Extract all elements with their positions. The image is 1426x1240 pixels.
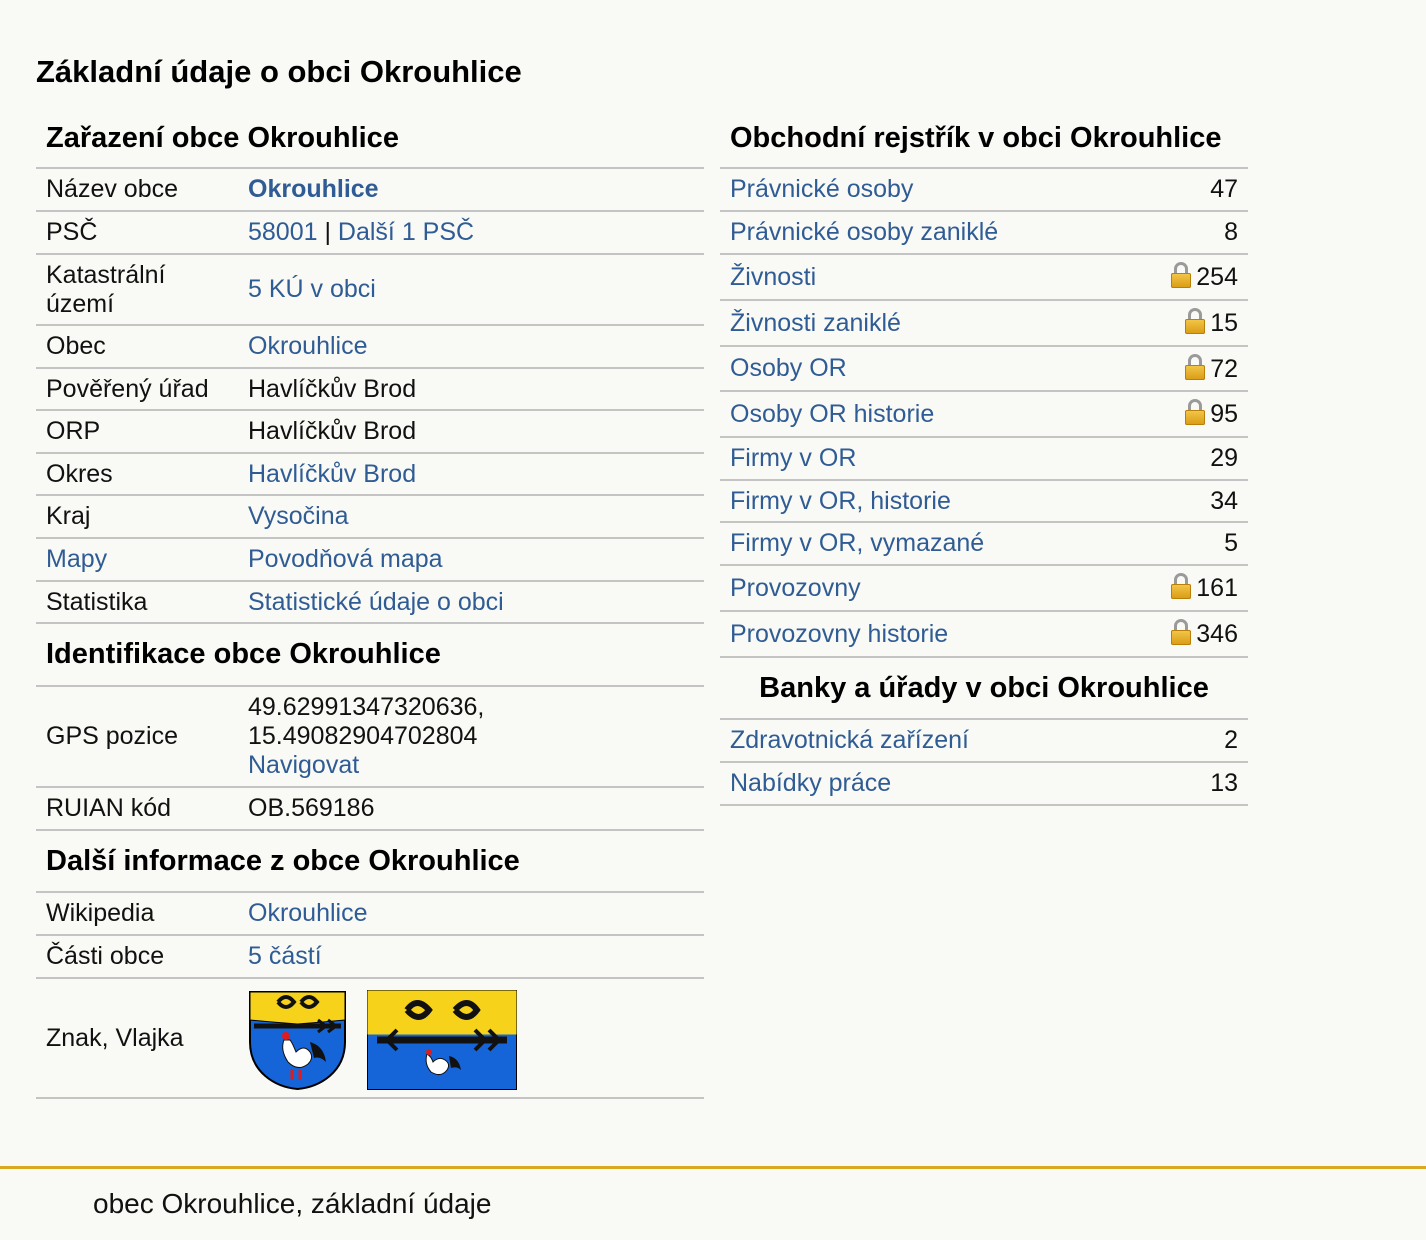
lock-icon: [1185, 308, 1205, 334]
row-count: 346: [1196, 620, 1238, 648]
lock-icon: [1171, 619, 1191, 645]
firmy-v-or-historie-link[interactable]: Firmy v OR, historie: [730, 486, 951, 515]
table-row: [36, 538, 704, 581]
table-row: [36, 581, 704, 623]
kraj-link[interactable]: Vysočina: [248, 502, 349, 530]
table-row: [36, 495, 704, 538]
table-row: [720, 480, 1248, 522]
row-label: ORP: [36, 410, 238, 453]
row-label: Obec: [36, 325, 238, 368]
table-row: [720, 762, 1248, 805]
table-row: [720, 211, 1248, 254]
povodnova-mapa-link[interactable]: Povodňová mapa: [248, 545, 443, 573]
dalsi-table: [36, 893, 704, 1099]
flag-icon[interactable]: [367, 990, 517, 1090]
wikipedia-link[interactable]: Okrouhlice: [248, 899, 368, 927]
footer-text: obec Okrouhlice, základní údaje: [93, 1188, 492, 1219]
footer-divider: [0, 1166, 1426, 1169]
table-row: [720, 565, 1248, 611]
ruian-value: OB.569186: [238, 787, 704, 830]
psc-link[interactable]: 58001: [248, 218, 318, 246]
casti-label: Části obce: [36, 935, 238, 978]
table-row: [36, 893, 704, 935]
provozovny-historie-link[interactable]: Provozovny historie: [730, 619, 949, 648]
row-count: 5: [1126, 522, 1248, 565]
table-row: [720, 611, 1248, 657]
ruian-label: RUIAN kód: [36, 787, 238, 830]
right-column: [720, 110, 1248, 806]
table-row: [36, 410, 704, 453]
zdravotnicka-zarizeni-link[interactable]: Zdravotnická zařízení: [730, 726, 969, 754]
page-title: Základní údaje o obci Okrouhlice: [36, 54, 522, 89]
navigovat-link[interactable]: Navigovat: [248, 751, 360, 779]
table-row: [36, 787, 704, 830]
table-row: [720, 391, 1248, 437]
table-row: [720, 437, 1248, 480]
row-count: 29: [1126, 437, 1248, 480]
gps-longitude: 15.49082904702804: [248, 722, 478, 750]
table-row: [36, 687, 704, 787]
orp-value: Havlíčkův Brod: [238, 410, 704, 453]
table-row: [36, 935, 704, 978]
table-row: [36, 453, 704, 495]
zivnosti-zanikle-link[interactable]: Živnosti zaniklé: [730, 308, 901, 337]
lock-icon: [1185, 354, 1205, 380]
psc-separator: |: [317, 218, 338, 246]
row-count: 15: [1210, 309, 1238, 337]
obchodni-heading: Obchodní rejstřík v obci Okrouhlice: [720, 110, 1248, 169]
nabidky-prace-link[interactable]: Nabídky práce: [730, 769, 892, 797]
left-column: [36, 110, 704, 1099]
firmy-v-or-vymazane-link[interactable]: Firmy v OR, vymazané: [730, 529, 985, 557]
row-count: 95: [1210, 400, 1238, 428]
table-row: [720, 346, 1248, 391]
lock-icon: [1185, 399, 1205, 425]
obchodni-table: [720, 169, 1248, 658]
table-row: [720, 169, 1248, 211]
obec-link[interactable]: Okrouhlice: [248, 332, 368, 360]
zarazeni-table: [36, 169, 704, 624]
row-label: Okres: [36, 453, 238, 495]
banky-heading: Banky a úřady v obci Okrouhlice: [720, 658, 1248, 720]
row-count: 254: [1196, 263, 1238, 291]
osoby-or-link[interactable]: Osoby OR: [730, 354, 847, 382]
table-row: [720, 254, 1248, 300]
row-label: Statistika: [36, 581, 238, 623]
row-count: 72: [1210, 354, 1238, 383]
table-row: [720, 522, 1248, 565]
zivnosti-link[interactable]: Živnosti: [730, 262, 817, 291]
row-count: 8: [1126, 211, 1248, 254]
wiki-label: Wikipedia: [36, 893, 238, 935]
row-label: Název obce: [36, 169, 238, 211]
banky-table: [720, 720, 1248, 806]
table-row: [36, 169, 704, 211]
casti-obce-link[interactable]: 5 částí: [248, 942, 322, 970]
dalsi-heading: Další informace z obce Okrouhlice: [36, 831, 704, 893]
gps-latitude: 49.62991347320636,: [248, 693, 485, 721]
row-count: 161: [1196, 574, 1238, 602]
statistika-link[interactable]: Statistické údaje o obci: [248, 587, 504, 616]
dalsi-psc-link[interactable]: Další 1 PSČ: [337, 218, 475, 246]
row-count: 2: [1166, 720, 1248, 762]
table-row: [36, 254, 704, 325]
obec-name-link[interactable]: Okrouhlice: [248, 175, 379, 203]
row-count: 34: [1126, 480, 1248, 522]
table-row: [36, 978, 704, 1098]
row-label: Kraj: [36, 495, 238, 538]
katastralni-uzemi-link[interactable]: 5 KÚ v obci: [248, 275, 376, 303]
row-label: Pověřený úřad: [36, 368, 238, 410]
lock-icon: [1171, 573, 1191, 599]
povereny-urad-value: Havlíčkův Brod: [238, 368, 704, 410]
row-label: Katastrální území: [36, 254, 238, 325]
row-count: 47: [1126, 169, 1248, 211]
mapy-link[interactable]: Mapy: [46, 545, 108, 573]
identifikace-table: [36, 687, 704, 831]
table-row: [36, 211, 704, 254]
coat-of-arms-icon[interactable]: [248, 990, 347, 1090]
table-row: [36, 368, 704, 410]
gps-label: GPS pozice: [36, 687, 238, 787]
pravnicke-osoby-zanikle-link[interactable]: Právnické osoby zaniklé: [730, 218, 999, 246]
table-row: [720, 720, 1248, 762]
identifikace-heading: Identifikace obce Okrouhlice: [36, 624, 704, 687]
okres-link[interactable]: Havlíčkův Brod: [248, 459, 417, 488]
osoby-or-historie-link[interactable]: Osoby OR historie: [730, 399, 935, 428]
row-label: PSČ: [36, 211, 238, 254]
table-row: [720, 300, 1248, 346]
table-row: [36, 325, 704, 368]
firmy-v-or-link[interactable]: Firmy v OR: [730, 444, 857, 472]
zarazeni-heading: Zařazení obce Okrouhlice: [36, 110, 704, 169]
lock-icon: [1171, 262, 1191, 288]
znak-label: Znak, Vlajka: [36, 978, 238, 1098]
provozovny-link[interactable]: Provozovny: [730, 573, 861, 602]
row-count: 13: [1166, 762, 1248, 805]
pravnicke-osoby-link[interactable]: Právnické osoby: [730, 175, 914, 203]
